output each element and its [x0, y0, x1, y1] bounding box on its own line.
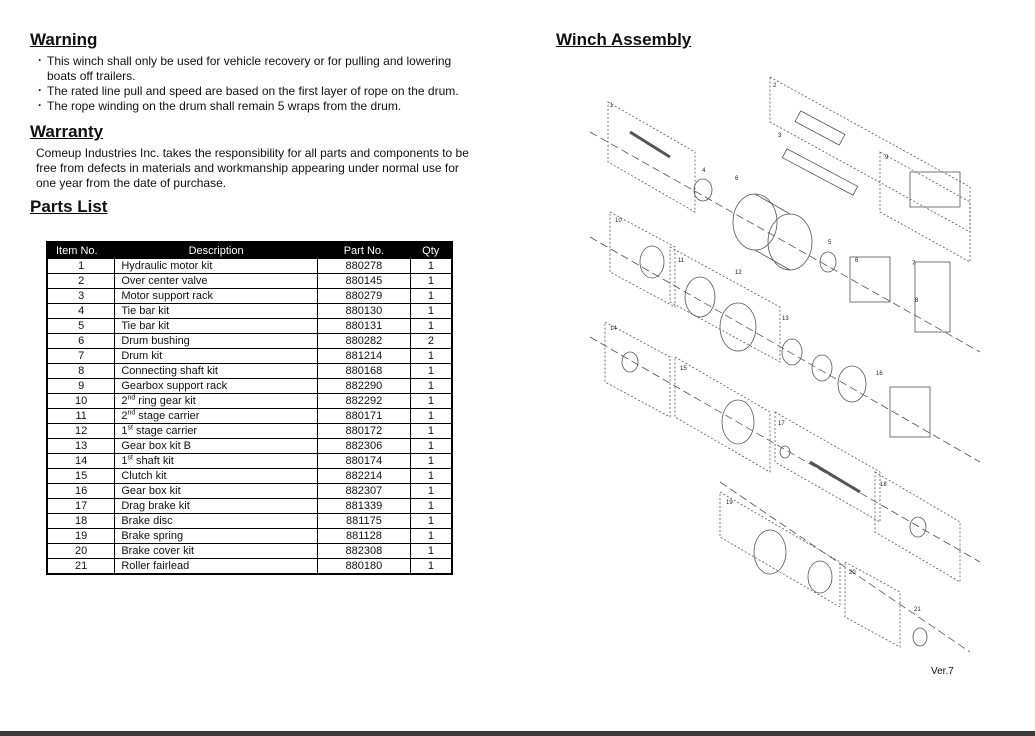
description-cell: Hydraulic motor kit [115, 259, 318, 274]
callout-label: 20 [849, 570, 856, 576]
qty-cell: 1 [410, 544, 452, 559]
description-cell: Drum kit [115, 349, 318, 364]
group-box [875, 472, 960, 582]
winch-assembly-diagram [560, 62, 990, 682]
item-no-cell: 13 [47, 439, 115, 454]
item-no-cell: 17 [47, 499, 115, 514]
parts-table-header [47, 242, 452, 259]
callout-label: 10 [615, 218, 622, 224]
part-no-cell: 881339 [317, 499, 410, 514]
table-row [47, 454, 452, 469]
table-row [47, 289, 452, 304]
seal-part [812, 355, 832, 381]
item-no-cell: 10 [47, 394, 115, 409]
callout-label: 16 [876, 371, 883, 377]
callout-label: 5 [828, 240, 832, 246]
description-cell: 1st stage carrier [115, 424, 318, 439]
item-no-cell: 1 [47, 259, 115, 274]
description-cell: Gear box kit B [115, 439, 318, 454]
description-cell: Brake cover kit [115, 544, 318, 559]
qty-cell: 1 [410, 529, 452, 544]
qty-cell: 1 [410, 439, 452, 454]
drum-bushing-part [820, 252, 836, 272]
part-no-cell: 880278 [317, 259, 410, 274]
item-no-cell: 14 [47, 454, 115, 469]
assembly-axis [720, 482, 970, 652]
item-no-cell: 20 [47, 544, 115, 559]
part-no-cell: 880172 [317, 424, 410, 439]
qty-cell: 1 [410, 559, 452, 575]
item-no-cell: 16 [47, 484, 115, 499]
callout-label: 15 [680, 366, 687, 372]
description-cell: Over center valve [115, 274, 318, 289]
part-no-cell: 882306 [317, 439, 410, 454]
warning-bullet: · The rated line pull and speed are based on the first layer of rope on the drum. [38, 84, 480, 99]
warning-bullet: · The rope winding on the drum shall remain 5 wraps from the drum. [38, 99, 480, 114]
ring-gear-part [720, 303, 756, 351]
item-no-cell: 2 [47, 274, 115, 289]
table-row [47, 379, 452, 394]
group-box [605, 322, 670, 417]
table-row [47, 424, 452, 439]
item-no-cell: 8 [47, 364, 115, 379]
table-row [47, 334, 452, 349]
table-row [47, 484, 452, 499]
qty-cell: 1 [410, 349, 452, 364]
item-no-cell: 19 [47, 529, 115, 544]
table-row [47, 529, 452, 544]
qty-cell: 1 [410, 514, 452, 529]
assembly-axis [590, 237, 980, 462]
qty-cell: 1 [410, 319, 452, 334]
part-no-cell: 880279 [317, 289, 410, 304]
part-no-cell: 882308 [317, 544, 410, 559]
table-row [47, 469, 452, 484]
table-row [47, 439, 452, 454]
item-no-cell: 21 [47, 559, 115, 575]
callout-label: 18 [880, 482, 887, 488]
description-cell: 2nd stage carrier [115, 409, 318, 424]
carrier-part [910, 517, 926, 537]
callout-label: 17 [778, 421, 785, 427]
callout-label: 11 [678, 258, 685, 264]
item-no-cell: 7 [47, 349, 115, 364]
warranty-text: Comeup Industries Inc. takes the responsibility for all parts and components to be free from defects in materials and workmanship appearing under normal use for one year from the date of purchase. [36, 146, 469, 190]
description-cell: 1st shaft kit [115, 454, 318, 469]
callout-label: 2 [773, 83, 777, 89]
qty-cell: 1 [410, 484, 452, 499]
description-cell: Drag brake kit [115, 499, 318, 514]
winch-assembly-heading: Winch Assembly [556, 30, 692, 49]
warning-list [38, 54, 480, 114]
group-box [770, 77, 970, 232]
table-row [47, 319, 452, 334]
column-header-qty: Qty [410, 242, 452, 259]
callout-label: 7 [912, 261, 916, 267]
brake-part [622, 352, 638, 372]
table-row [47, 514, 452, 529]
part-no-cell: 880145 [317, 274, 410, 289]
qty-cell: 1 [410, 259, 452, 274]
qty-cell: 1 [410, 499, 452, 514]
connecting-shaft-part [630, 132, 670, 157]
callout-label: 12 [735, 270, 742, 276]
description-cell: Connecting shaft kit [115, 364, 318, 379]
table-row [47, 259, 452, 274]
qty-cell: 1 [410, 424, 452, 439]
table-row [47, 499, 452, 514]
part-no-cell: 880131 [317, 319, 410, 334]
table-row [47, 394, 452, 409]
item-no-cell: 9 [47, 379, 115, 394]
qty-cell: 1 [410, 289, 452, 304]
drum-bushing-part [694, 179, 712, 201]
tie-bar-part [782, 149, 857, 195]
description-cell: Roller fairlead [115, 559, 318, 575]
brake-disc-part [808, 561, 832, 593]
part-no-cell: 881128 [317, 529, 410, 544]
description-cell: 2nd ring gear kit [115, 394, 318, 409]
drum-part [755, 194, 790, 214]
callout-label: 9 [885, 155, 889, 161]
part-no-cell: 881175 [317, 514, 410, 529]
group-box [670, 247, 780, 362]
warranty-heading: Warranty [30, 122, 104, 141]
callout-label: 6 [735, 176, 739, 182]
item-no-cell: 12 [47, 424, 115, 439]
qty-cell: 1 [410, 274, 452, 289]
callout-label: 13 [782, 316, 789, 322]
part-no-cell: 880180 [317, 559, 410, 575]
table-row [47, 274, 452, 289]
item-no-cell: 11 [47, 409, 115, 424]
callout-label: 6 [855, 258, 859, 264]
callout-label: 3 [778, 133, 782, 139]
description-cell: Clutch kit [115, 469, 318, 484]
parts-table-body [47, 259, 452, 575]
hydraulic-motor-part [915, 262, 950, 332]
part-no-cell: 882290 [317, 379, 410, 394]
part-no-cell: 880282 [317, 334, 410, 349]
description-cell: Drum bushing [115, 334, 318, 349]
callout-label: 14 [610, 326, 617, 332]
ring-gear-part [838, 366, 866, 402]
callout-label: 4 [702, 168, 706, 174]
shaft-part [780, 446, 790, 458]
parts-table [46, 241, 453, 575]
gear-box-part [685, 277, 715, 317]
version-label: Ver.7 [931, 666, 954, 677]
drum-part [755, 250, 790, 270]
warning-heading: Warning [30, 30, 98, 49]
description-cell: Gear box kit [115, 484, 318, 499]
item-no-cell: 18 [47, 514, 115, 529]
left-column [30, 30, 480, 217]
warning-bullet: · This winch shall only be used for vehicle recovery or for pulling and lowering boats off trailers. [38, 54, 480, 84]
qty-cell: 1 [410, 364, 452, 379]
part-no-cell: 880174 [317, 454, 410, 469]
table-row [47, 304, 452, 319]
bottom-border [0, 731, 1035, 736]
callout-label: 19 [726, 500, 733, 506]
description-cell: Brake spring [115, 529, 318, 544]
item-no-cell: 6 [47, 334, 115, 349]
table-row [47, 364, 452, 379]
brake-disc-part [913, 628, 927, 646]
part-no-cell: 880130 [317, 304, 410, 319]
description-cell: Tie bar kit [115, 304, 318, 319]
callout-label: 1 [610, 103, 614, 109]
group-box [610, 212, 675, 307]
qty-cell: 2 [410, 334, 452, 349]
qty-cell: 1 [410, 379, 452, 394]
table-row [47, 349, 452, 364]
item-no-cell: 4 [47, 304, 115, 319]
qty-cell: 1 [410, 469, 452, 484]
parts-list-heading: Parts List [30, 197, 108, 216]
part-no-cell: 880168 [317, 364, 410, 379]
item-no-cell: 5 [47, 319, 115, 334]
part-no-cell: 881214 [317, 349, 410, 364]
group-box [720, 492, 840, 607]
group-box [775, 412, 880, 522]
table-row [47, 544, 452, 559]
seal-part [782, 339, 802, 365]
column-header-item-no: Item No. [47, 242, 115, 259]
qty-cell: 1 [410, 304, 452, 319]
qty-cell: 1 [410, 454, 452, 469]
brake-cover-part [754, 530, 786, 574]
part-no-cell: 880171 [317, 409, 410, 424]
group-box [608, 102, 695, 212]
carrier-part [640, 246, 664, 278]
table-row [47, 409, 452, 424]
qty-cell: 1 [410, 394, 452, 409]
qty-cell: 1 [410, 409, 452, 424]
column-header-description: Description [115, 242, 318, 259]
part-no-cell: 882292 [317, 394, 410, 409]
part-no-cell: 882214 [317, 469, 410, 484]
table-row [47, 559, 452, 575]
part-no-cell: 882307 [317, 484, 410, 499]
description-cell: Gearbox support rack [115, 379, 318, 394]
callout-label: 21 [914, 607, 921, 613]
callout-label: 8 [915, 298, 919, 304]
column-header-part-no: Part No. [317, 242, 410, 259]
description-cell: Tie bar kit [115, 319, 318, 334]
description-cell: Brake disc [115, 514, 318, 529]
assembly-axis [590, 337, 980, 562]
description-cell: Motor support rack [115, 289, 318, 304]
item-no-cell: 15 [47, 469, 115, 484]
shaft-part [810, 462, 860, 492]
item-no-cell: 3 [47, 289, 115, 304]
